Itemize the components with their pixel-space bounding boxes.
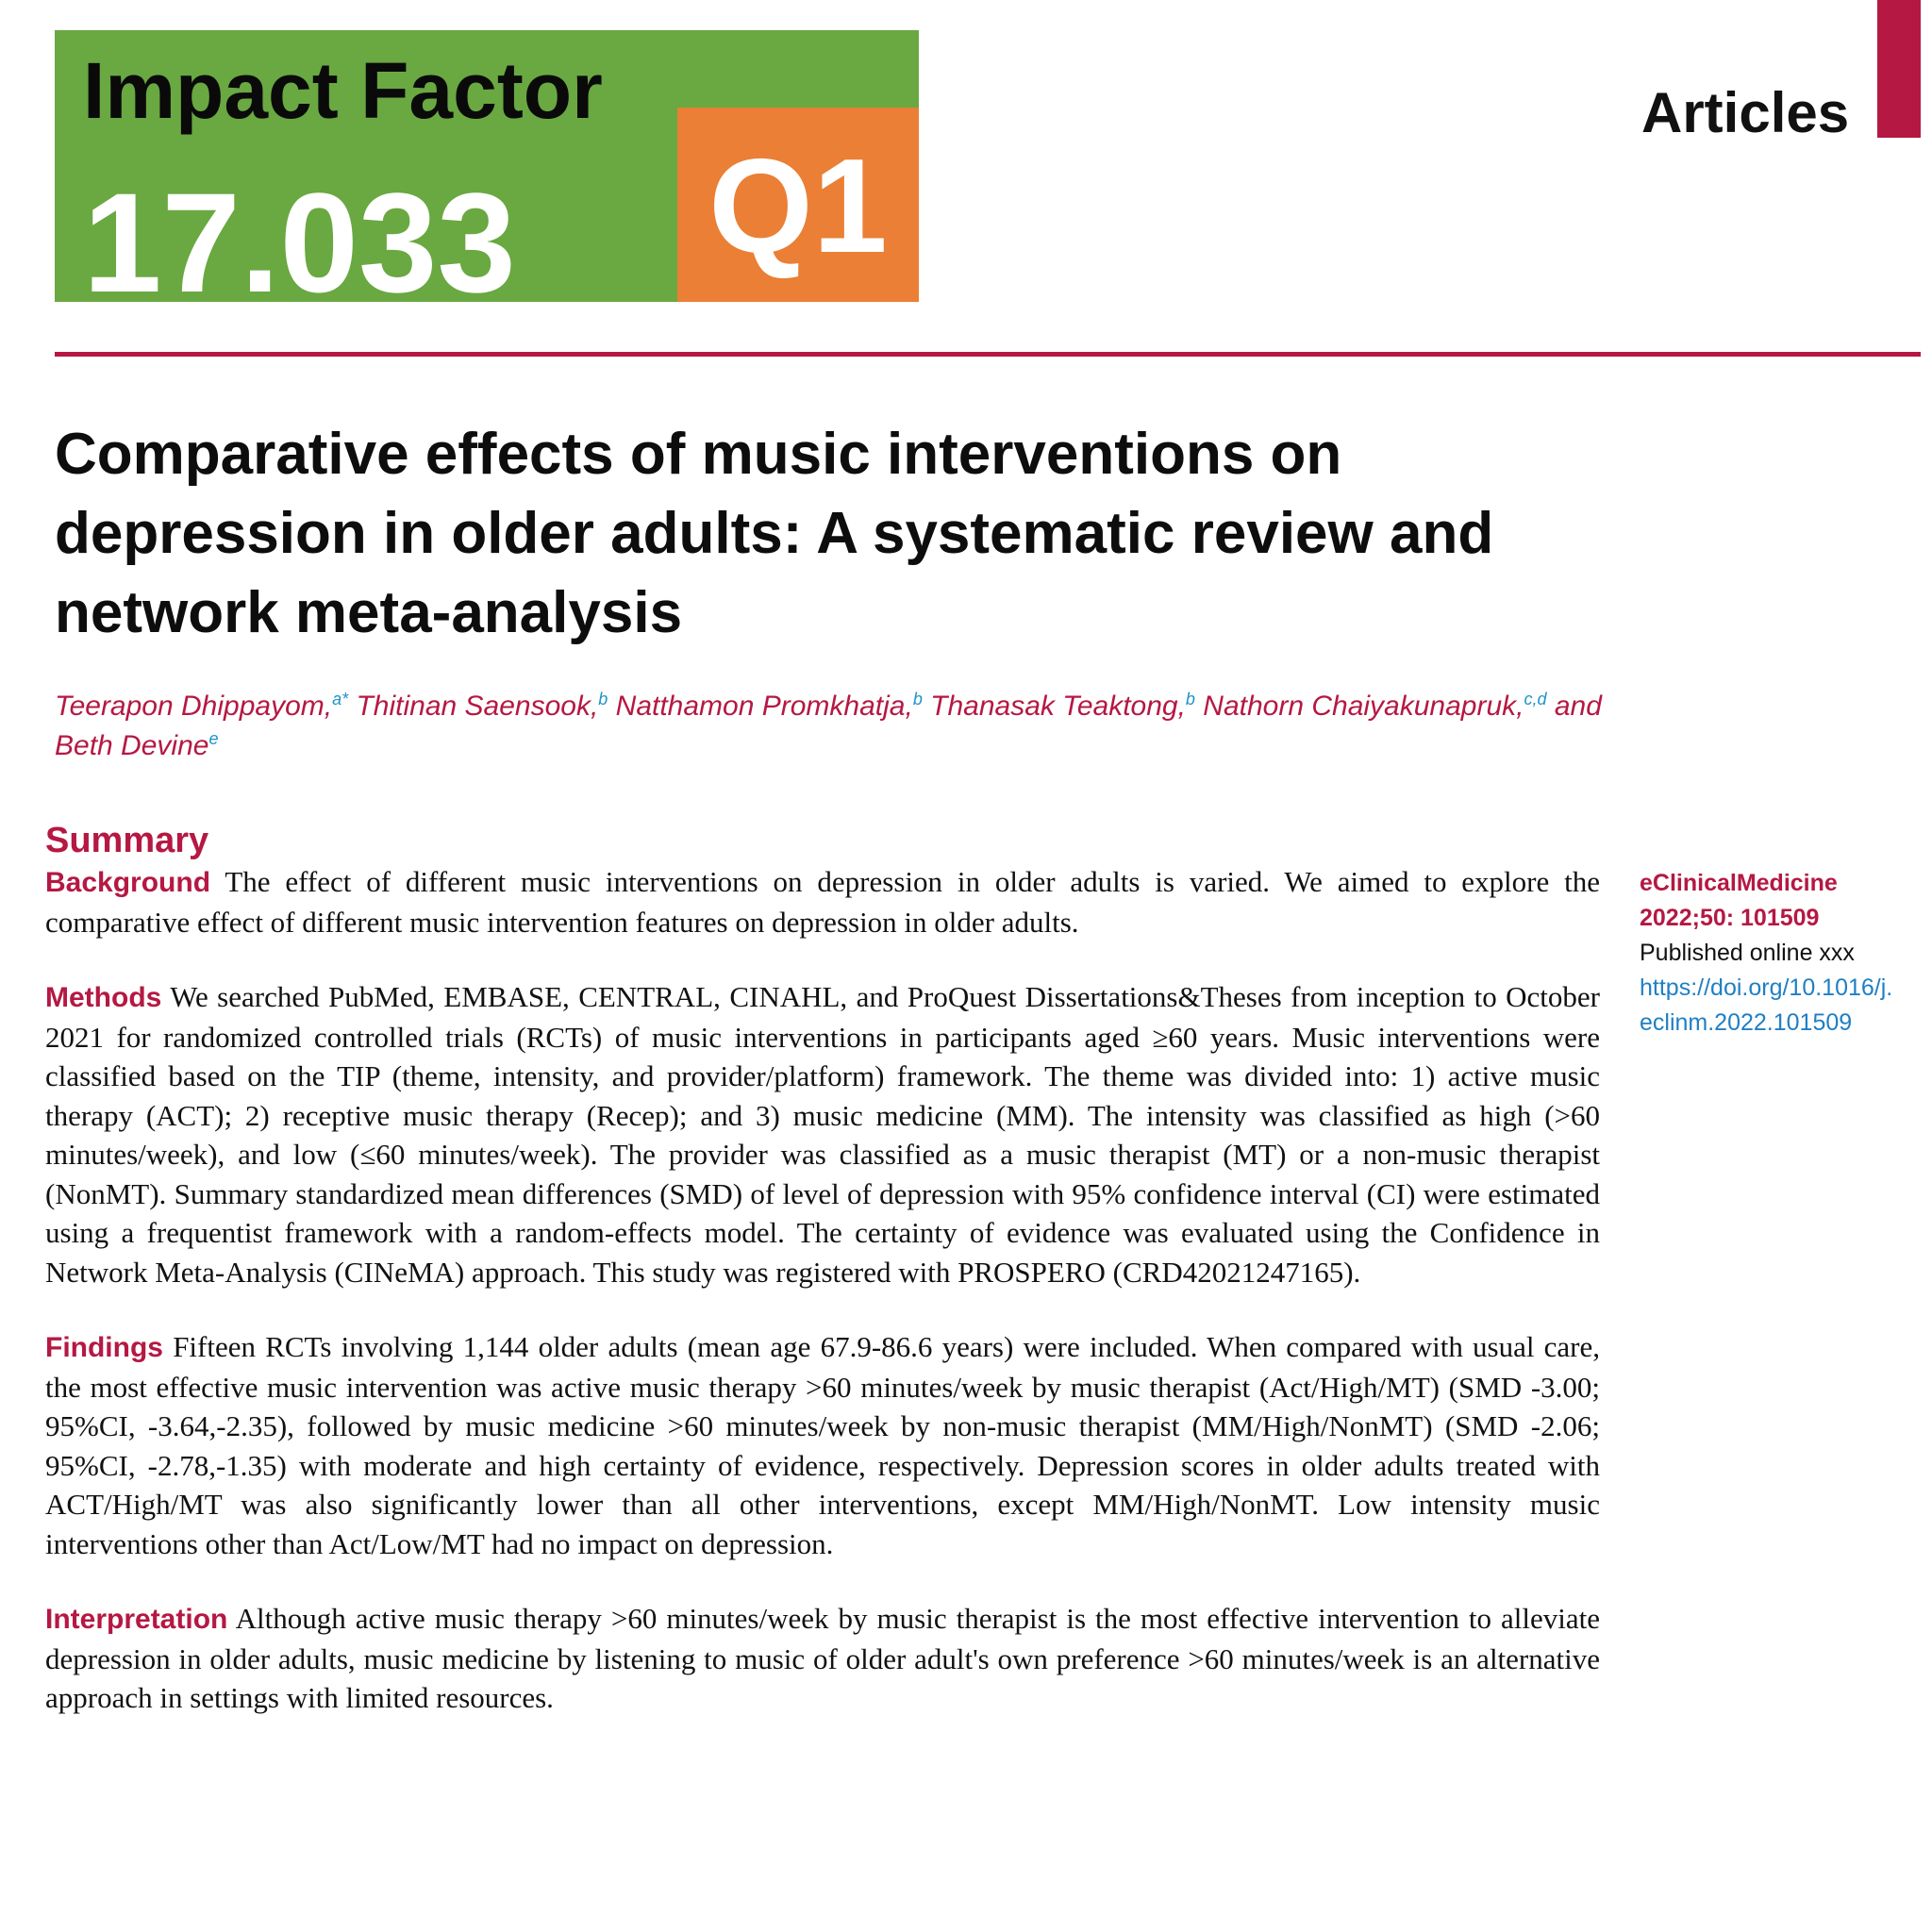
doi-link[interactable] xyxy=(1640,971,1923,1041)
author-affiliation: b xyxy=(598,690,608,708)
impact-factor-value: 17.033 xyxy=(83,163,516,322)
article-title: Comparative effects of music interventions on depression in older adults: A systematic review and network meta-analysis xyxy=(55,422,1494,645)
impact-factor-label: Impact Factor xyxy=(83,46,603,135)
impact-factor-banner xyxy=(55,30,919,322)
author-affiliation: e xyxy=(208,729,219,748)
author-name[interactable]: Natthamon Promkhatja, xyxy=(615,691,913,722)
abstract-section-background xyxy=(45,862,1600,941)
journal-citation: 2022;50: 101509 xyxy=(1640,905,1820,931)
corner-tab xyxy=(1877,0,1921,138)
doi-line: eclinm.2022.101509 xyxy=(1640,1009,1853,1036)
author-affiliation: a* xyxy=(332,690,349,708)
author-affiliation: b xyxy=(1185,690,1195,708)
author-conjunction: and xyxy=(1554,691,1602,722)
journal-name: eClinicalMedicine xyxy=(1640,870,1838,896)
author-name[interactable]: Beth Devine xyxy=(55,730,209,761)
author-name[interactable]: Nathorn Chaiyakunapruk, xyxy=(1203,691,1524,722)
summary-heading: Summary xyxy=(45,821,209,860)
author-name[interactable]: Thanasak Teaktong, xyxy=(930,691,1186,722)
quartile-badge xyxy=(677,108,919,302)
author-affiliation: c,d xyxy=(1524,690,1547,708)
author-name[interactable]: Thitinan Saensook, xyxy=(356,691,599,722)
section-text: The effect of different music interventions on depression in older adults is varied. We aimed to explore the comparative effect of different music intervention features on depression in older adults. xyxy=(45,865,1600,939)
abstract-body xyxy=(45,862,1600,1754)
section-text: Although active music therapy >60 minutes/week by music therapist is the most effective intervention to alleviate depression in older adults, music medicine by listening to music of older adult's own preference >60 minutes/week is an alternative approach in settings with limited resources. xyxy=(45,1602,1600,1714)
author-list xyxy=(55,687,1658,766)
section-lead: Methods xyxy=(45,982,162,1013)
section-lead: Interpretation xyxy=(45,1604,228,1635)
abstract-section-findings xyxy=(45,1327,1600,1563)
section-label: Articles xyxy=(1641,81,1850,144)
abstract-section-methods xyxy=(45,977,1600,1291)
abstract-section-interpretation xyxy=(45,1599,1600,1718)
section-lead: Background xyxy=(45,867,211,898)
section-text: We searched PubMed, EMBASE, CENTRAL, CINAHL, and ProQuest Dissertations&Theses from inception to October 2021 for randomized controlled trials (RCTs) of music interventions in participants aged ≥60 years. Music interventions were classified based on the TIP (theme, intensity, and provider/platform) framework. The theme was divided into: 1) active music therapy (ACT); 2) receptive music therapy (Recep); and 3) music medicine (MM). The intensity was classified as high (>60 minutes/week), and low (≤60 minutes/week). The provider was classified as a music therapist (MT) or a non-music therapist (NonMT). Summary standardized mean differences (SMD) of level of depression with 95% confidence interval (CI) were estimated using a frequentist framework with a random-effects model. The certainty of evidence was evaluated using the Confidence in Network Meta-Analysis (CINeMA) approach. This study was registered with PROSPERO (CRD42021247165). xyxy=(45,980,1600,1289)
section-text: Fifteen RCTs involving 1,144 older adults (mean age 67.9-86.6 years) were included. When compared with usual care, the most effective music intervention was active music therapy >60 minutes/week by music therapist (Act/High/MT) (SMD -3.00; 95%CI, -3.64,-2.35), followed by music medicine >60 minutes/week by non-music therapist (MM/High/NonMT) (SMD -2.06; 95%CI, -2.78,-1.35) with moderate and high certainty of evidence, respectively. Depression scores in older adults treated with ACT/High/MT was also significantly lower than all other interventions, except MM/High/NonMT. Low intensity music interventions other than Act/Low/MT had no impact on depression. xyxy=(45,1330,1600,1560)
section-lead: Findings xyxy=(45,1332,163,1363)
article-meta xyxy=(1640,866,1923,1041)
doi-line: https://doi.org/10.1016/j. xyxy=(1640,974,1893,1001)
quartile-label: Q1 xyxy=(708,131,888,281)
header-rule xyxy=(55,352,1921,357)
author-name[interactable]: Teerapon Dhippayom, xyxy=(55,691,333,722)
published-date: Published online xxx xyxy=(1640,940,1855,966)
author-affiliation: b xyxy=(912,690,923,708)
